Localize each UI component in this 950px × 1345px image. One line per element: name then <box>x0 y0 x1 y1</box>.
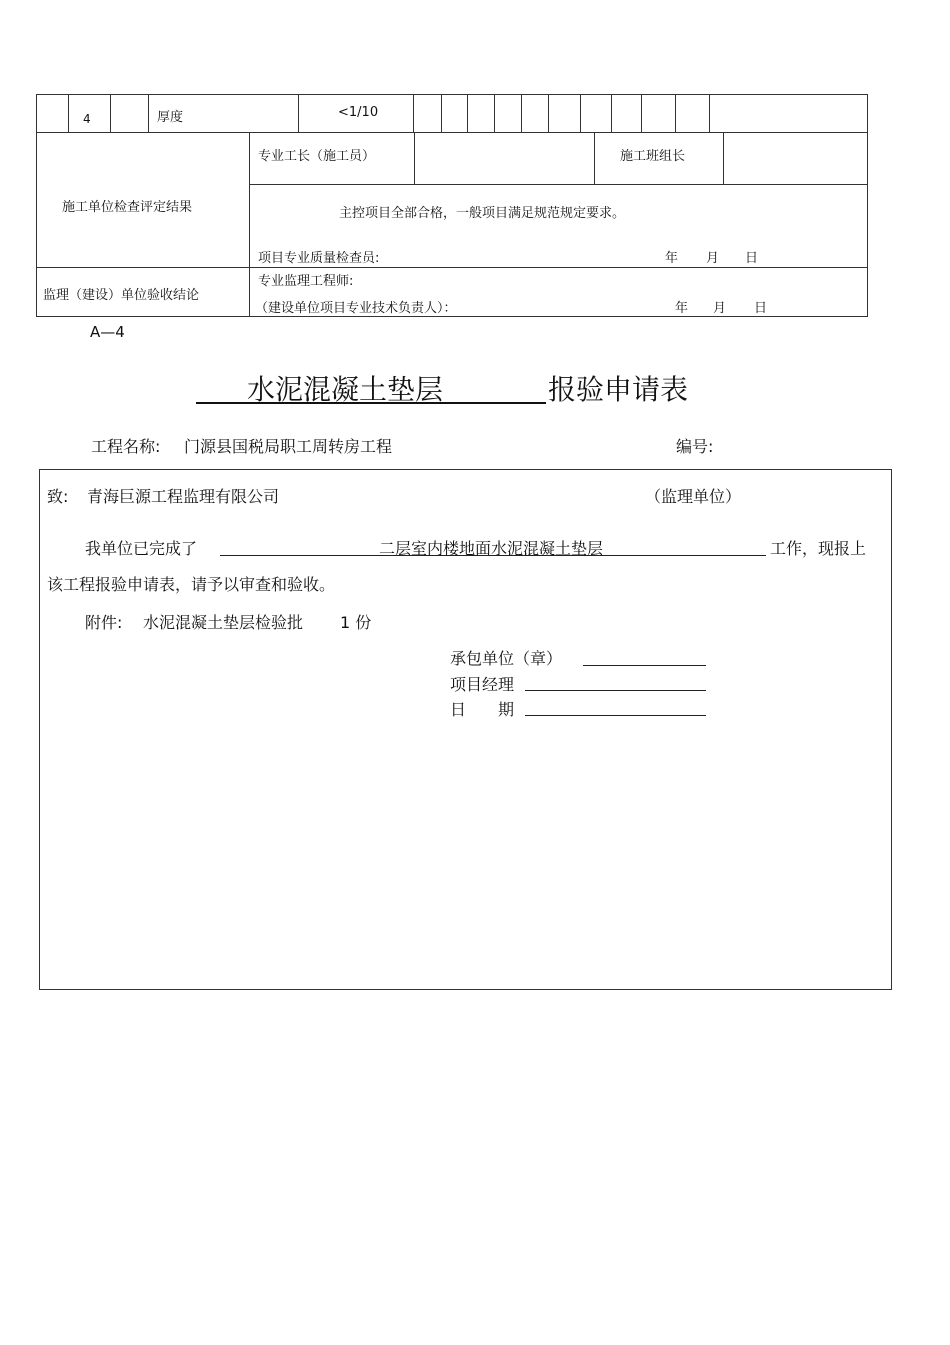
date-label: 日 期 <box>450 700 515 719</box>
date-day: 日 <box>745 251 759 266</box>
allowable-limit: <1/10 <box>338 105 379 120</box>
date-month: 月 <box>706 251 720 266</box>
supervision-result-label: 监理（建设）单位验收结论 <box>43 288 200 303</box>
to-role: （监理单位） <box>645 487 742 506</box>
form-code: A—4 <box>90 323 125 341</box>
number-label: 编号: <box>676 437 714 456</box>
foreman-label: 专业工长（施工员） <box>258 149 376 164</box>
project-name: 门源县国税局职工周转房工程 <box>184 437 393 456</box>
attachment-count: 1 份 <box>340 613 372 632</box>
title-suffix: 报验申请表 <box>548 373 689 406</box>
conclusion-text: 主控项目全部合格，一般项目满足规范规定要求。 <box>339 206 626 221</box>
team-leader-label: 施工班组长 <box>620 149 686 164</box>
supervision-date-month: 月 <box>713 301 727 316</box>
attachment-name: 水泥混凝土垫层检验批 <box>143 613 304 632</box>
request-text: 该工程报验申请表，请予以审查和验收。 <box>47 575 336 594</box>
supervision-date-day: 日 <box>754 301 768 316</box>
contractor-field[interactable] <box>583 646 706 666</box>
to-label: 致: <box>47 487 69 506</box>
date-year: 年 <box>665 251 679 266</box>
supervising-engineer-label: 专业监理工程师: <box>258 274 354 289</box>
row-number: 4 <box>83 112 91 126</box>
item-name: 厚度 <box>157 110 184 125</box>
construction-result-label: 施工单位检查评定结果 <box>62 200 193 215</box>
completed-suffix: 工作，现报上 <box>770 539 867 558</box>
project-label: 工程名称: <box>91 437 161 456</box>
contractor-label: 承包单位（章） <box>450 649 563 668</box>
to-company: 青海巨源工程监理有限公司 <box>87 487 280 506</box>
date-field[interactable] <box>525 697 706 716</box>
owner-rep-label: （建设单位项目专业技术负责人）： <box>255 301 457 316</box>
manager-label: 项目经理 <box>450 675 515 694</box>
inspector-label: 项目专业质量检查员: <box>258 251 380 266</box>
completed-work: 二层室内楼地面水泥混凝土垫层 <box>379 539 604 558</box>
completed-prefix: 我单位已完成了 <box>85 539 198 558</box>
title-fill: 水泥混凝土垫层 <box>247 373 444 406</box>
manager-field[interactable] <box>525 672 706 691</box>
supervision-date-year: 年 <box>675 301 689 316</box>
attachment-label: 附件: <box>85 613 123 632</box>
